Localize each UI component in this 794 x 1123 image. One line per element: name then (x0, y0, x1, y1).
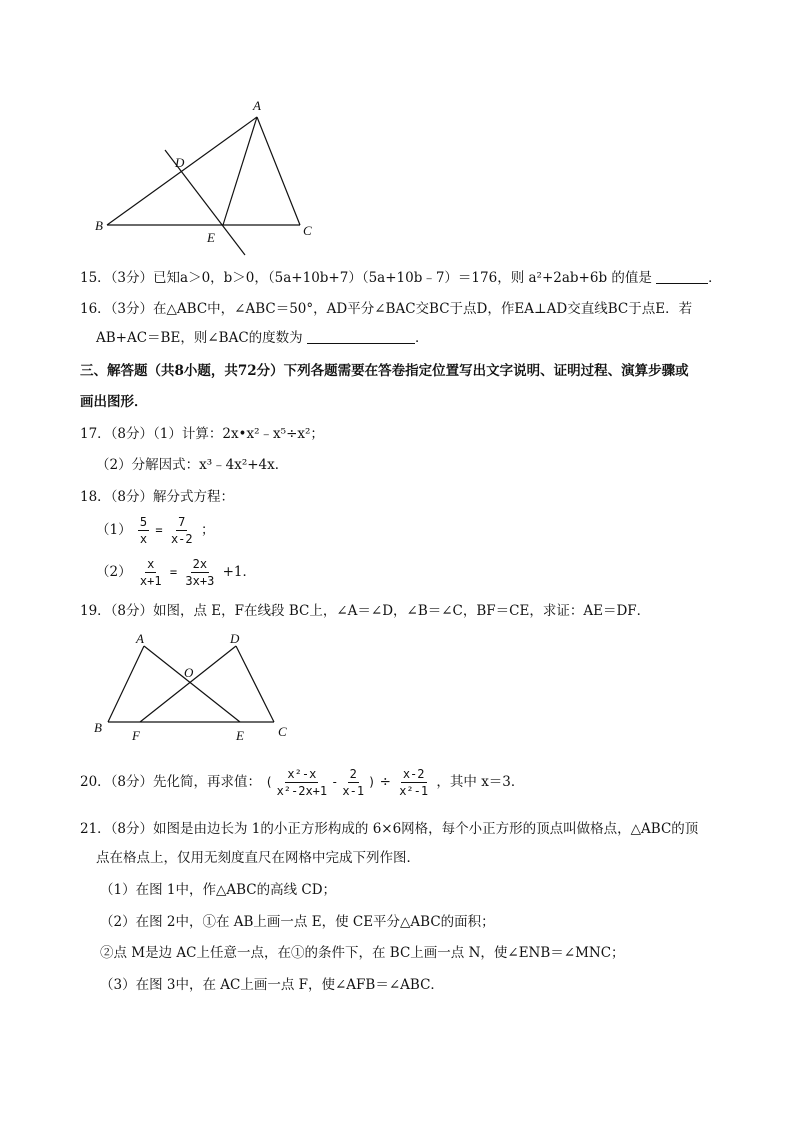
question-18-part1 (96, 512, 214, 548)
q15-suffix: ． (708, 270, 722, 286)
q18-p2-end: +1． (222, 564, 257, 580)
q16-answer-blank[interactable] (307, 329, 415, 344)
q20-prefix: 20．（8分）先化简，再求值： (80, 774, 262, 790)
q20-divide: ÷ (379, 774, 391, 790)
label-c: C (303, 223, 312, 238)
q19-label-o: O (184, 665, 194, 680)
label-d: D (175, 155, 185, 170)
question-16-line1: 16．（3分）在△ABC中，∠ABC＝50°，AD平分∠BAC交BC于点D，作EA⊥AD交直线BC于点E．若 (80, 301, 693, 317)
section-3-heading-line1: 三、解答题（共8小题，共72分）下列各题需要在答卷指定位置写出文字说明、证明过程、演算步骤或 (80, 363, 689, 379)
question-21-item4: （3）在图 3中，在 AC上画一点 F，使∠AFB＝∠ABC． (100, 977, 444, 993)
figure-q19 (88, 628, 298, 743)
q18-p1-label: （1） (96, 522, 132, 538)
label-e: E (207, 230, 215, 245)
q18-p2-fraction-right: $\frac{2x}{3x+3}$ (185, 557, 215, 588)
q20-fraction-1: $\frac{\text{x²-x}}{\text{x²-2x+1}}$ (276, 767, 328, 798)
question-21-line2: 点在格点上，仅用无刻度直尺在网格中完成下列作图． (96, 850, 420, 866)
figure-triangle-ade (90, 95, 330, 260)
q20-fraction-3: $\frac{x-2}{\text{x²-1}}$ (399, 767, 429, 798)
question-21-item1: （1）在图 1中，作△ABC的高线 CD； (100, 882, 337, 898)
q19-label-b: B (94, 720, 102, 735)
question-16-line2 (96, 328, 428, 348)
q19-label-e: E (236, 728, 244, 743)
q15-prefix: 15．（3分）已知 (80, 270, 181, 286)
q18-p1-fraction-left: $\frac{5}{x}$ (139, 515, 148, 546)
question-19: 19．（8分）如图，点 E，F在线段 BC上，∠A＝∠D，∠B＝∠C，BF＝CE，求证：AE＝DF． (80, 603, 651, 619)
question-21-item3: ②点 M是边 AC上任意一点，在①的条件下，在 BC上画一点 N，使∠ENB＝∠MNC； (100, 945, 625, 961)
q18-p1-fraction-right: $\frac{7}{x-2}$ (170, 515, 193, 546)
question-18-part2 (96, 554, 256, 590)
q16-line2-text: AB+AC＝BE，则∠BAC的度数为 (96, 330, 303, 346)
question-17-line1: 17．（8分）（1）计算：2x•x²﹣x⁵÷x²； (80, 426, 324, 442)
question-21-item2: （2）在图 2中，①在 AB上画一点 E，使 CE平分△ABC的面积； (100, 914, 495, 930)
section-3-heading-line2: 画出图形． (80, 394, 148, 410)
question-17-line2: （2）分解因式：x³﹣4x²+4x． (96, 457, 289, 473)
q20-fraction-2: $\frac{2}{x-1}$ (342, 767, 365, 798)
q19-label-c: C (278, 724, 287, 739)
question-20 (80, 760, 524, 804)
q18-p1-end: ； (200, 522, 215, 538)
q18-p1-equals: = (155, 523, 163, 537)
q19-label-d: D (230, 631, 240, 646)
q15-answer-blank[interactable] (656, 269, 708, 284)
q18-p2-label: （2） (96, 564, 132, 580)
q19-label-f: F (132, 728, 140, 743)
q20-close-paren: ) (368, 775, 376, 789)
q20-minus: - (331, 775, 339, 789)
question-21-line1: 21．（8分）如图是由边长为 1的小正方形构成的 6×6网格，每个小正方形的顶点叫做格点，△ABC的顶 (80, 821, 699, 837)
question-18-heading: 18．（8分）解分式方程： (80, 489, 235, 505)
q16-suffix: ． (414, 330, 429, 346)
q18-p2-fraction-left: $\frac{x}{x+1}$ (139, 557, 162, 588)
question-15 (80, 268, 722, 288)
q20-open-paren: ( (265, 775, 273, 789)
label-b: B (95, 218, 103, 233)
q20-suffix: ，其中 x＝3． (436, 774, 525, 790)
q18-p2-equals: = (169, 565, 178, 579)
q15-text: a＞0，b＞0，（5a+10b+7）（5a+10b﹣7）＝176，则 a²+2ab+6b 的值是 (180, 270, 652, 286)
q19-label-a: A (136, 631, 144, 646)
label-a: A (253, 98, 261, 113)
